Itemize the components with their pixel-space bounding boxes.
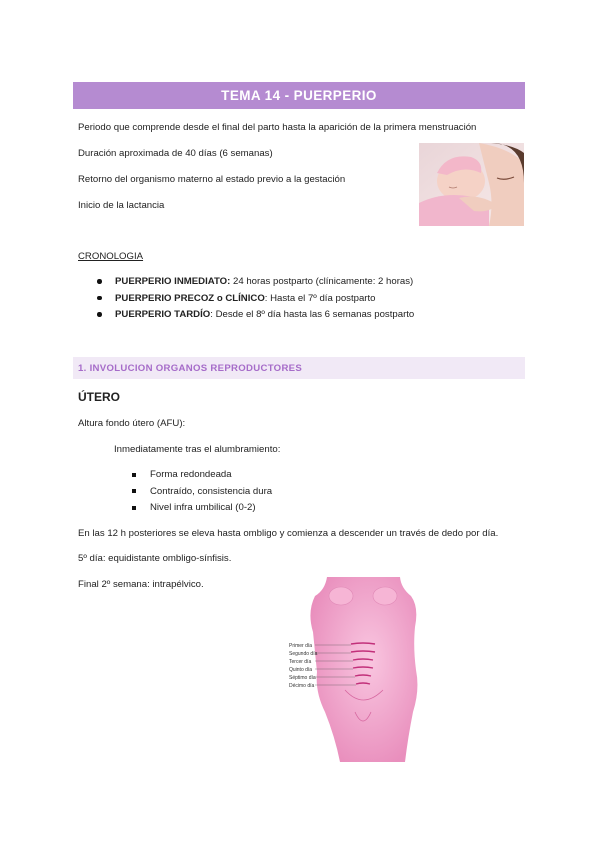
section-title: 1. INVOLUCION ORGANOS REPRODUCTORES	[78, 362, 303, 374]
paragraph-day5: 5º día: equidistante ombligo-sínfisis.	[78, 553, 232, 564]
term-label: PUERPERIO PRECOZ o CLÍNICO	[115, 292, 265, 304]
intro-paragraph-1: Periodo que comprende desde el final del parto hasta la aparición de la primera menstruación	[78, 122, 477, 133]
figure-label: Primer día	[289, 643, 313, 649]
term-desc: : Desde el 8º día hasta las 6 semanas postparto	[210, 309, 415, 320]
uterus-figure-svg	[285, 572, 425, 762]
mother-baby-photo	[419, 143, 524, 226]
list-item	[97, 276, 414, 293]
list-item	[97, 293, 414, 310]
afu-label: Altura fondo útero (AFU):	[78, 418, 186, 429]
intro-paragraph-2: Duración aproximada de 40 días (6 semanas)	[78, 148, 273, 159]
cronologia-heading: CRONOLOGIA	[78, 251, 144, 262]
uterus-bullets	[132, 469, 272, 519]
section-heading-bar	[73, 357, 525, 379]
uterus-involution-figure	[285, 572, 425, 762]
list-item	[97, 309, 414, 326]
title-text: TEMA 14 - PUERPERIO	[221, 88, 377, 103]
term-label: PUERPERIO TARDÍO	[115, 309, 211, 320]
list-item: Forma redondeada	[132, 469, 272, 486]
figure-label: Séptimo día	[289, 675, 316, 681]
list-item: Contraído, consistencia dura	[132, 486, 272, 503]
uterus-heading: ÚTERO	[78, 390, 120, 404]
paragraph-week2: Final 2º semana: intrapélvico.	[78, 579, 204, 590]
paragraph-12h: En las 12 h posteriores se eleva hasta ombligo y comienza a descender un través de dedo por día.	[78, 528, 499, 539]
intro-paragraph-4: Inicio de la lactancia	[78, 200, 165, 211]
figure-label: Segundo día	[289, 651, 318, 657]
intro-paragraph-3: Retorno del organismo materno al estado previo a la gestación	[78, 174, 346, 185]
term-label: PUERPERIO INMEDIATO:	[115, 276, 231, 287]
term-desc: : Hasta el 7º día postparto	[264, 292, 376, 304]
term-desc: 24 horas postparto (clínicamente: 2 horas)	[230, 276, 414, 287]
after-birth-label: Inmediatamente tras el alumbramiento:	[114, 444, 281, 455]
figure-label: Décimo día	[289, 683, 315, 689]
document-title	[73, 82, 525, 109]
cronologia-list	[97, 276, 414, 326]
figure-label: Quinto día	[289, 667, 313, 673]
figure-label: Tercer día	[289, 659, 312, 665]
list-item: Nivel infra umbilical (0-2)	[132, 502, 272, 519]
